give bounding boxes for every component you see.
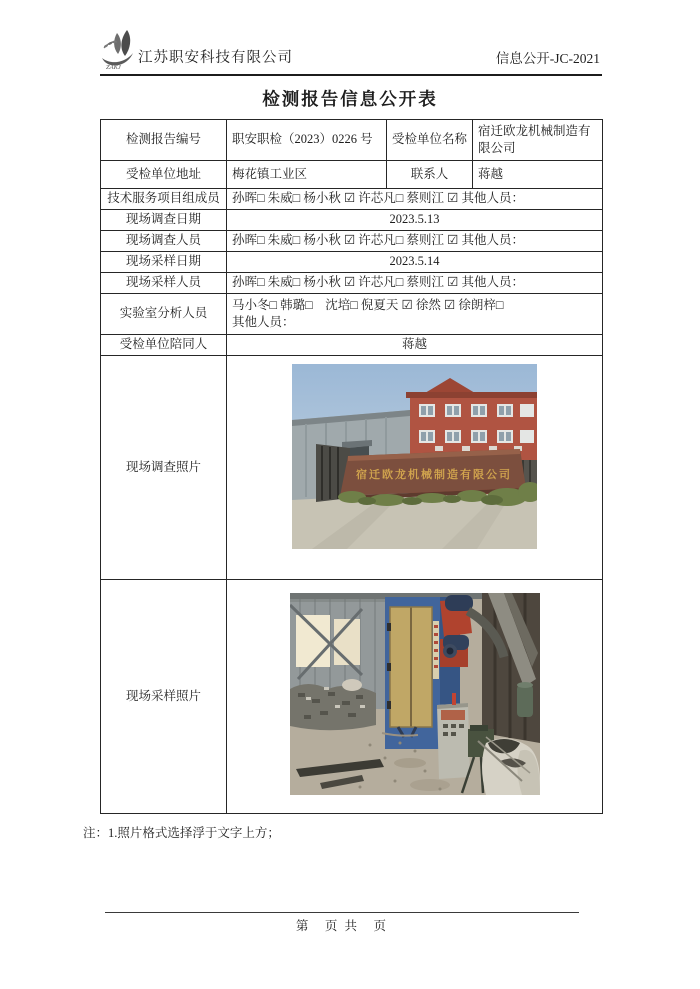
sampling-photo-cell	[227, 580, 603, 814]
survey-photo	[292, 364, 537, 549]
row-project-team	[101, 189, 603, 210]
report-no-value: 职安职检（2023）0226 号	[227, 120, 387, 161]
row-sampling-photo	[101, 580, 603, 814]
contact-value: 蒋越	[473, 161, 603, 189]
row-unit-address	[101, 161, 603, 189]
row-survey-date	[101, 210, 603, 231]
logo-text: ZAKJ	[106, 64, 121, 71]
unit-address-label: 受检单位地址	[101, 161, 227, 189]
lab-staff-line2: 其他人员：	[232, 315, 295, 329]
report-no-label: 检测报告编号	[101, 120, 227, 161]
row-sampling-date	[101, 252, 603, 273]
row-sampling-staff	[101, 273, 603, 294]
survey-photo-cell	[227, 356, 603, 580]
survey-date-value: 2023.5.13	[227, 210, 603, 231]
footnote: 注：1.照片格式选择浮于文字上方；	[83, 826, 280, 840]
company-logo-icon	[98, 28, 138, 72]
doc-code: 信息公开-JC-2021	[495, 51, 600, 66]
lab-staff-value	[227, 294, 603, 335]
project-team-value: 孙晖□ 朱威□ 杨小秋 ☑ 许芯凡□ 蔡则江 ☑ 其他人员：	[227, 189, 603, 210]
row-report-no	[101, 120, 603, 161]
sampling-photo	[290, 593, 540, 795]
page-header	[100, 28, 602, 76]
sampling-date-value: 2023.5.14	[227, 252, 603, 273]
info-table	[100, 119, 603, 814]
unit-name-value: 宿迁欧龙机械制造有限公司	[473, 120, 603, 161]
unit-address-value: 梅花镇工业区	[227, 161, 387, 189]
sampling-date-label: 现场采样日期	[101, 252, 227, 273]
escort-label: 受检单位陪同人	[101, 335, 227, 356]
survey-photo-label: 现场调查照片	[101, 356, 227, 580]
sampling-staff-label: 现场采样人员	[101, 273, 227, 294]
survey-date-label: 现场调查日期	[101, 210, 227, 231]
company-name: 江苏职安科技有限公司	[138, 50, 293, 66]
row-lab-staff	[101, 294, 603, 335]
lab-staff-line1: 马小冬□ 韩璐□ 沈培□ 倪夏天 ☑ 徐然 ☑ 徐朗梓□	[232, 297, 504, 312]
project-team-label: 技术服务项目组成员	[101, 189, 227, 210]
contact-label: 联系人	[387, 161, 473, 189]
page-title: 检测报告信息公开表	[262, 89, 438, 109]
row-survey-staff	[101, 231, 603, 252]
row-escort	[101, 335, 603, 356]
escort-value: 蒋越	[227, 335, 603, 356]
page-footer: 第 页 共 页	[105, 912, 579, 934]
row-survey-photo	[101, 356, 603, 580]
survey-staff-label: 现场调查人员	[101, 231, 227, 252]
sampling-photo-label: 现场采样照片	[101, 580, 227, 814]
sampling-staff-value: 孙晖□ 朱威□ 杨小秋 ☑ 许芯凡□ 蔡则江 ☑ 其他人员：	[227, 273, 603, 294]
lab-staff-label: 实验室分析人员	[101, 294, 227, 335]
factory-sign-text: 宿迁欧龙机械制造有限公司	[356, 469, 512, 481]
survey-staff-value: 孙晖□ 朱威□ 杨小秋 ☑ 许芯凡□ 蔡则江 ☑ 其他人员：	[227, 231, 603, 252]
unit-name-label: 受检单位名称	[387, 120, 473, 161]
